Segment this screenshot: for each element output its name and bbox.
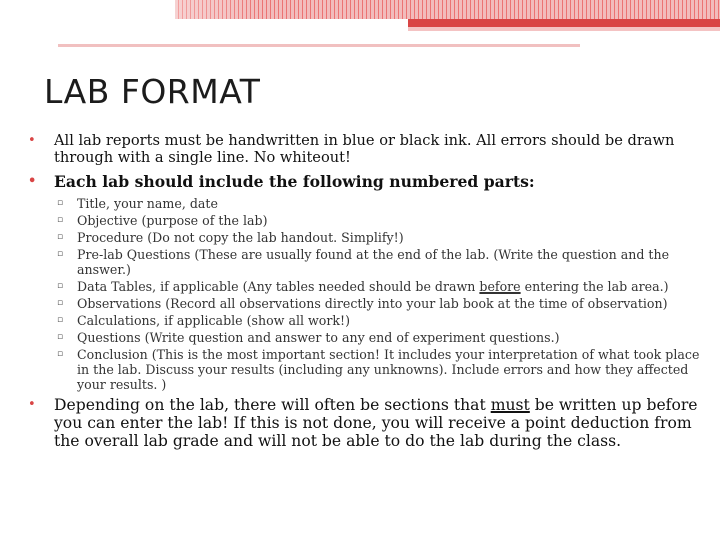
- list-item: ▫ Objective (purpose of the lab): [57, 213, 268, 228]
- square-bullet-icon: ▫: [57, 349, 64, 359]
- bullet-text: All lab reports must be handwritten in blue or black ink. All errors should be drawn through with a single line. No whiteout!: [54, 132, 675, 166]
- list-item: ▫ Calculations, if applicable (show all work!): [57, 313, 351, 328]
- square-bullet-icon: ▫: [57, 232, 64, 242]
- bullet-deduction-warning: • Depending on the lab, there will often be sections that must be written up before you can enter the lab! If this is not done, you will receive a point deduction from the overall lab grade and will not be able to do the lab during the class.: [28, 396, 698, 450]
- square-bullet-icon: ▫: [57, 298, 64, 308]
- list-item: ▫ Observations (Record all observations directly into your lab book at the time of observation): [57, 296, 668, 311]
- decor-band-light: [408, 27, 720, 31]
- list-item: ▫ Conclusion (This is the most important section! It includes your interpretation of what took place in the lab. Discuss your results (including any unknowns). Include errors and how they affected your results. ): [57, 347, 700, 392]
- list-item: ▫ Data Tables, if applicable (Any tables needed should be drawn before entering the lab area.): [57, 279, 669, 294]
- list-item: ▫ Title, your name, date: [57, 196, 218, 211]
- bullet-dot-icon: •: [28, 397, 36, 412]
- slide-body: [14, 132, 704, 457]
- decor-band-fade: [0, 0, 260, 19]
- underlined-word: must: [490, 396, 530, 414]
- list-item: ▫ Questions (Write question and answer to any end of experiment questions.): [57, 330, 560, 345]
- bullet-dot-icon: •: [28, 174, 37, 189]
- lab-parts-list: [14, 196, 704, 392]
- square-bullet-icon: ▫: [57, 198, 64, 208]
- square-bullet-icon: ▫: [57, 249, 64, 259]
- square-bullet-icon: ▫: [57, 215, 64, 225]
- header-decoration: [0, 0, 720, 46]
- list-item: ▫ Procedure (Do not copy the lab handout. Simplify!): [57, 230, 404, 245]
- square-bullet-icon: ▫: [57, 281, 64, 291]
- square-bullet-icon: ▫: [57, 315, 64, 325]
- bullet-text: Each lab should include the following numbered parts:: [54, 172, 535, 191]
- underlined-word: before: [479, 279, 521, 294]
- decor-title-underline: [58, 44, 580, 47]
- slide-title: LAB FORMAT: [44, 72, 261, 111]
- list-item: ▫ Pre-lab Questions (These are usually found at the end of the lab. (Write the question and the answer.): [57, 247, 670, 277]
- bullet-dot-icon: •: [28, 133, 36, 148]
- bullet-handwritten-rule: [14, 132, 704, 166]
- square-bullet-icon: ▫: [57, 332, 64, 342]
- decor-band-solid: [408, 19, 720, 27]
- bullet-numbered-parts: [14, 173, 704, 191]
